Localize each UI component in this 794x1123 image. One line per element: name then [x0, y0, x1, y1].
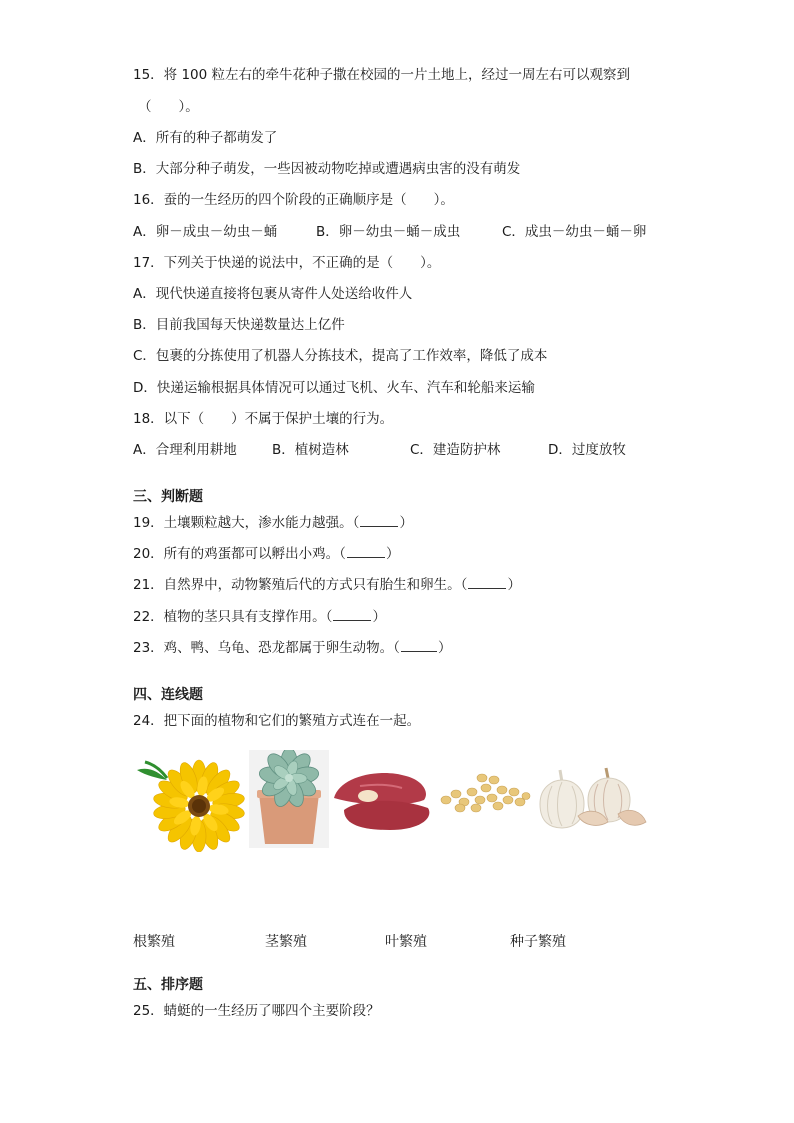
section4-title: 四、连线题 — [133, 687, 203, 703]
q18-option-a: A．合理利用耕地 — [133, 442, 237, 458]
garlic-icon — [538, 764, 650, 834]
q18-stem: 18．以下（ ）不属于保护土壤的行为。 — [133, 411, 394, 427]
q21-answer-blank[interactable] — [468, 576, 506, 589]
q19: 19．土壤颗粒越大，渗水能力越强。（ ） — [133, 515, 413, 531]
q18-option-c: C．建造防护林 — [410, 442, 501, 458]
q25-stem: 25．蜻蜓的一生经历了哪四个主要阶段？ — [133, 1003, 380, 1019]
q17-stem: 17．下列关于快递的说法中，不正确的是（ ）。 — [133, 255, 441, 271]
q22: 22．植物的茎只具有支撑作用。（ ） — [133, 609, 386, 625]
q22-answer-blank[interactable] — [333, 608, 371, 621]
section3-title: 三、判断题 — [133, 489, 203, 505]
q20-answer-blank[interactable] — [347, 545, 385, 558]
yellow-flower-icon — [133, 756, 245, 852]
q18-option-d: D．过度放牧 — [548, 442, 626, 458]
label-seed-propagation[interactable]: 种子繁殖 — [510, 934, 566, 950]
q15-line1: 15．将 100 粒左右的牵牛花种子撒在校园的一片土地上，经过一周左右可以观察到 — [133, 67, 631, 83]
soybeans-icon — [436, 770, 532, 818]
sweet-potato-icon — [330, 762, 434, 834]
q23-answer-blank[interactable] — [401, 639, 437, 652]
q24-stem: 24．把下面的植物和它们的繁殖方式连在一起。 — [133, 713, 421, 729]
label-root-propagation[interactable]: 根繁殖 — [133, 934, 175, 950]
label-stem-propagation[interactable]: 茎繁殖 — [265, 934, 307, 950]
q18-option-b: B．植树造林 — [272, 442, 349, 458]
q16-option-a: A．卵－成虫－幼虫－蛹 — [133, 224, 278, 240]
q15-option-a: A．所有的种子都萌发了 — [133, 130, 278, 146]
q15-option-b: B．大部分种子萌发，一些因被动物吃掉或遭遇病虫害的没有萌发 — [133, 161, 521, 177]
section5-title: 五、排序题 — [133, 977, 203, 993]
q19-answer-blank[interactable] — [360, 514, 398, 527]
q16-stem: 16．蚕的一生经历的四个阶段的正确顺序是（ ）。 — [133, 192, 454, 208]
q17-option-c: C．包裹的分拣使用了机器人分拣技术，提高了工作效率，降低了成本 — [133, 348, 548, 364]
q15-line2: （ ）。 — [138, 99, 199, 115]
label-leaf-propagation[interactable]: 叶繁殖 — [385, 934, 427, 950]
q16-option-b: B．卵－幼虫－蛹－成虫 — [316, 224, 461, 240]
q17-option-a: A．现代快递直接将包裹从寄件人处送给收件人 — [133, 286, 413, 302]
q16-option-c: C．成虫－幼虫－蛹－卵 — [502, 224, 647, 240]
q17-option-b: B．目前我国每天快递数量达上亿件 — [133, 317, 345, 333]
q17-option-d: D．快递运输根据具体情况可以通过飞机、火车、汽车和轮船来运输 — [133, 380, 535, 396]
q23: 23．鸡、鸭、乌龟、恐龙都属于卵生动物。（ ） — [133, 640, 452, 656]
succulent-pot-icon — [249, 750, 329, 848]
q21: 21．自然界中，动物繁殖后代的方式只有胎生和卵生。（ ） — [133, 577, 521, 593]
q20: 20．所有的鸡蛋都可以孵出小鸡。（ ） — [133, 546, 400, 562]
